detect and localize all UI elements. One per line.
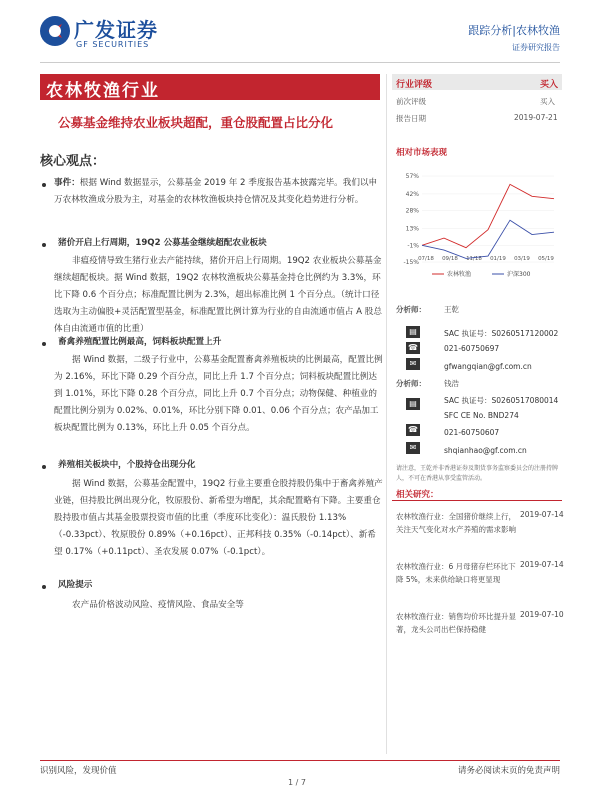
report-type: 跟踪分析|农林牧渔 [468, 24, 560, 37]
y-tick-label: 13% [405, 225, 419, 233]
y-tick-label: 28% [405, 207, 419, 215]
event-paragraph [54, 175, 384, 209]
phone-icon: ☎ [406, 424, 420, 436]
id-card-icon: ▤ [406, 398, 420, 410]
x-tick-label: 09/18 [442, 256, 458, 262]
analyst-disclaimer: 请注意，王乾并非香港证券及期货事务监察委员会的注册持牌人，不可在香港从事受监管活动。 [396, 465, 559, 482]
analyst-label: 分析师： [396, 305, 426, 314]
footer-divider [40, 760, 560, 761]
related-item-2[interactable]: 农林牧渔行业：6 月母猪存栏环比下降 5%，未来供给缺口将更显现 [396, 562, 516, 584]
report-date-value: 2019-07-21 [514, 113, 558, 122]
report-subtitle: 证券研究报告 [512, 43, 560, 52]
analyst-2-email[interactable]: shqianhao@gf.com.cn [444, 446, 527, 455]
report-date-label: 报告日期 [396, 114, 426, 123]
footer-disclaimer: 请务必阅读末页的免责声明 [457, 766, 560, 776]
bullet [42, 243, 46, 247]
core-views-label: 核心观点： [40, 154, 106, 169]
section-heading-2: 畜禽养殖配置比例最高，饲料板块配置上升 [58, 337, 222, 347]
y-tick-label: 42% [405, 190, 419, 198]
logo-text-cn: 广发证券 [74, 18, 158, 42]
analyst-1-sac: SAC 执证号：S0260517120002 [444, 329, 559, 338]
x-tick-label: 03/19 [514, 256, 530, 262]
section-heading-4: 风险提示 [58, 580, 93, 590]
sector-title: 农林牧渔行业 [46, 81, 160, 101]
analyst-2-sac: SAC 执证号：S0260517080014 [444, 396, 559, 405]
analyst-2-sfc: SFC CE No. BND274 [444, 411, 519, 420]
analyst-label: 分析师： [396, 379, 426, 388]
phone-icon: ☎ [406, 342, 420, 354]
rating-label: 行业评级 [396, 80, 433, 90]
page-number: 1 / 7 [288, 778, 306, 787]
header-divider [40, 62, 560, 63]
y-tick-label: -1% [407, 242, 419, 250]
series-line-2 [422, 220, 554, 258]
section-paragraph-1: 非瘟疫情导致生猪行业去产能持续，猪价开启上行周期。19Q2 农业板块公募基金继续超配板块。据 Wind 数据，19Q2 农林牧渔板块公募基金持仓比例约为 3.3%，环比下降 0.6 个百分点；标准配置比例为 2.3%，超出标准比例 1 个百分点。（统计口径选取为主动偏股+灵活配置型基金，标准配置比例计算为行业的自由流通市值占 A 股总体自由流通市值的比重） [54, 256, 382, 334]
section-paragraph-2: 据 Wind 数据，二级子行业中，公募基金配置畜禽养殖板块的比例最高，配置比例为 2.16%，环比下降 0.29 个百分点，同比上升 1.7 个百分点；饲料板块配置比例达到 1.01%，环比下降 0.28 个百分点，同比上升 0.7 个百分点；动物保健、种植业的配置比例分别为 0.02%、0.01%，环比分别下降 0.01、0.06 个百分点；农产品加工板块配置比例为 0.13%，环比上升 0.05 个百分点。 [54, 355, 383, 433]
bullet [42, 342, 46, 346]
related-date-3: 2019-07-10 [520, 610, 564, 619]
bullet [42, 465, 46, 469]
section-heading-1: 猪价开启上行周期，19Q2 公募基金继续超配农业板块 [58, 238, 267, 248]
legend-label-2: 沪深300 [507, 271, 531, 278]
y-tick-label: -15% [403, 259, 419, 266]
related-item-1[interactable]: 农林牧渔行业：全国猪价继续上行，关注天气变化对水产养殖的需求影响 [396, 512, 516, 534]
email-icon: ✉ [406, 442, 420, 454]
report-headline: 公募基金维持农业板块超配，重仓股配置占比分化 [58, 115, 334, 130]
related-date-2: 2019-07-14 [520, 560, 564, 569]
market-performance-title: 相对市场表现 [396, 148, 448, 158]
footer-slogan: 识别风险，发现价值 [40, 766, 117, 776]
rating-value: 买入 [540, 80, 559, 90]
section-paragraph-4: 农产品价格波动风险、疫情风险、食品安全等 [72, 600, 244, 610]
company-logo-mark [38, 14, 72, 48]
column-divider [386, 74, 387, 754]
related-divider [392, 500, 562, 501]
x-tick-label: 11/18 [466, 256, 482, 262]
x-tick-label: 01/19 [490, 256, 506, 262]
event-label: 事件： [54, 178, 80, 188]
x-tick-label: 07/18 [418, 256, 434, 262]
email-icon: ✉ [406, 358, 420, 370]
section-heading-3: 养殖相关板块中，个股持仓出现分化 [58, 460, 196, 470]
related-date-1: 2019-07-14 [520, 510, 564, 519]
prev-rating-value: 买入 [540, 97, 555, 106]
related-item-3[interactable]: 农林牧渔行业：销售均价环比提升显著，龙头公司出栏保持稳健 [396, 612, 516, 634]
analyst-2-phone: 021-60750607 [444, 428, 500, 437]
logo-text-en: GF SECURITIES [76, 40, 150, 49]
analyst-1-phone: 021-60750697 [444, 344, 500, 353]
relative-performance-chart [392, 170, 562, 282]
related-research-title: 相关研究： [396, 490, 439, 500]
id-card-icon: ▤ [406, 326, 420, 338]
section-paragraph-3: 据 Wind 数据，公募基金配置中，19Q2 行业主要重仓股持股仍集中于畜禽养殖产业链，但持股比例出现分化，牧原股份、新希望为增配，其余配置略有下降。主要重仓股持股市值占其基金股票投资市值的比重（季度环比变化）：温氏股份 1.13%（-0.33pct）、牧原股份 0.89%（+0.16pct）、正邦科技 0.35%（-0.14pct）、新希望 0.17%（+0.11pct）、圣农发展 0.07%（-0.1pct）。 [54, 479, 383, 557]
bullet [42, 585, 46, 589]
analyst-name-2: 钱浩 [444, 379, 459, 388]
prev-rating-label: 前次评级 [396, 97, 426, 106]
analyst-1-email[interactable]: gfwangqian@gf.com.cn [444, 362, 532, 371]
analyst-name-1: 王乾 [444, 305, 459, 314]
y-tick-label: 57% [405, 173, 419, 180]
legend-label-1: 农林牧渔 [447, 271, 472, 278]
x-tick-label: 05/19 [538, 256, 554, 262]
event-text: 根据 Wind 数据显示，公募基金 2019 年 2 季度报告基本披露完毕。我们以申万农林牧渔成分股为主，对基金的农林牧渔板块持仓情况及其变化趋势进行分析。 [54, 178, 378, 205]
bullet [42, 183, 46, 187]
